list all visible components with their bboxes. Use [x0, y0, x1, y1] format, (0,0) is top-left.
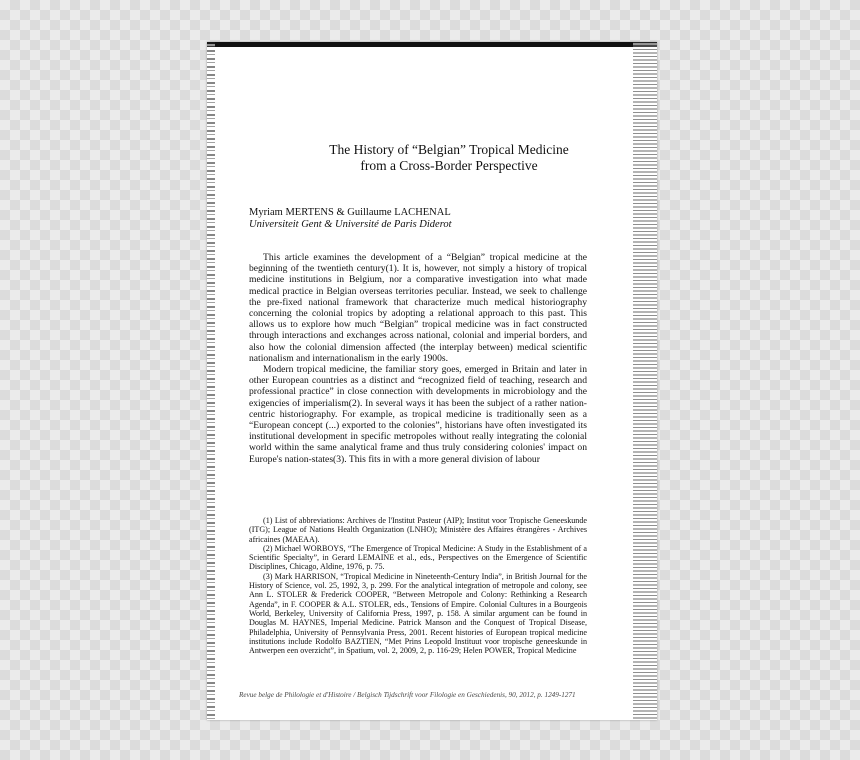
article-title	[314, 142, 584, 174]
scan-left-edge	[207, 42, 215, 720]
author-names: Myriam MERTENS & Guillaume LACHENAL	[249, 207, 451, 218]
article-body	[249, 252, 587, 465]
title-line-1: The History of “Belgian” Tropical Medicine	[329, 142, 569, 157]
footnote-2: (2) Michael WORBOYS, “The Emergence of Tropical Medicine: A Study in the Establishment of a Scientific Specialty”, in Gerard LEMAINE et al., eds., Perspectives on the Emergence of Scientific Disciplines, Chicago, Aldine, 1976, p. 75.	[249, 543, 587, 572]
footnote-3: (3) Mark HARRISON, “Tropical Medicine in Nineteenth-Century India”, in British Journal for the History of Science, vol. 25, 1992, 3, p. 299. For the analytical integration of metropole and colony, see Ann L. STOLER & Frederick COOPER, “Between Metropole and Colony: Rethinking a Research Agenda”, in F. COOPER & A.L. STOLER, eds., Tensions of Empire. Colonial Cultures in a Bourgeois World, Berkeley, University of California Press, 1997, p. 158. A similar argument can be found in Douglas M. HAYNES, Imperial Medicine. Patrick Manson and the Conquest of Tropical Disease, Philadelphia, University of Pennsylvania Press, 2001. Recent histories of European tropical medicine institutions include Rodolfo BAZTIEN, “Met Prins Leopold Instituut voor tropische geneeskunde in Antwerpen een overzicht”, in Spatium, vol. 2, 2009, 2, p. 116-29; Helen POWER, Tropical Medicine	[249, 571, 587, 656]
footnotes	[249, 516, 587, 655]
journal-footer: Revue belge de Philologie et d'Histoire / Belgisch Tijdschrift voor Filologie en Geschiedenis, 90, 2012, p. 1249-1271	[239, 691, 576, 699]
body-paragraph-1: This article examines the development of a “Belgian” tropical medicine at the beginning of the twentieth century(1). It is, however, not simply a history of tropical medicine institutions in Belgium, nor a comparative investigation into what made medical practice in Belgian overseas territories peculiar. Instead, we seek to challenge the pre-fixed national framework that characterize much medical historiography concerning the colonial tropics by adopting a relational approach to this past. This allows us to explore how much “Belgian” tropical medicine was in fact constructed through interactions and exchanges across national, colonial and imperial borders, and also how the colonial dimension affected (the interplay between) medical scientific nationalism and internationalism in the early 1900s.	[249, 252, 587, 364]
footnote-1: (1) List of abbreviations: Archives de l'Institut Pasteur (AIP); Institut voor Tropische Geneeskunde (ITG); League of Nations Health Organization (LNHO); Ministère des Affaires étrangères - Archives africaines (MAEAA).	[249, 516, 587, 544]
scanned-page	[207, 42, 657, 720]
title-line-2: from a Cross-Border Perspective	[360, 158, 538, 173]
author-block	[249, 207, 587, 231]
scan-top-edge	[207, 42, 657, 47]
body-paragraph-2: Modern tropical medicine, the familiar story goes, emerged in Britain and later in other European countries as a distinct and “recognized field of teaching, research and professional practice” in close connection with developments in microbiology and the exigencies of imperialism(2). In several ways it has been the subject of a rather nation-centric historiography. For example, as tropical medicine is traditionally seen as a “European concept (...) exported to the colonies”, historians have often investigated its institutional development in specific metropoles without really integrating the colonial world within the same analytical frame and thus truly considering colonies' impact on Europe's nation-states(3). This fits in with a more general division of labour	[249, 364, 587, 465]
scan-right-edge	[633, 42, 657, 720]
author-affiliations: Universiteit Gent & Université de Paris Diderot	[249, 219, 452, 230]
